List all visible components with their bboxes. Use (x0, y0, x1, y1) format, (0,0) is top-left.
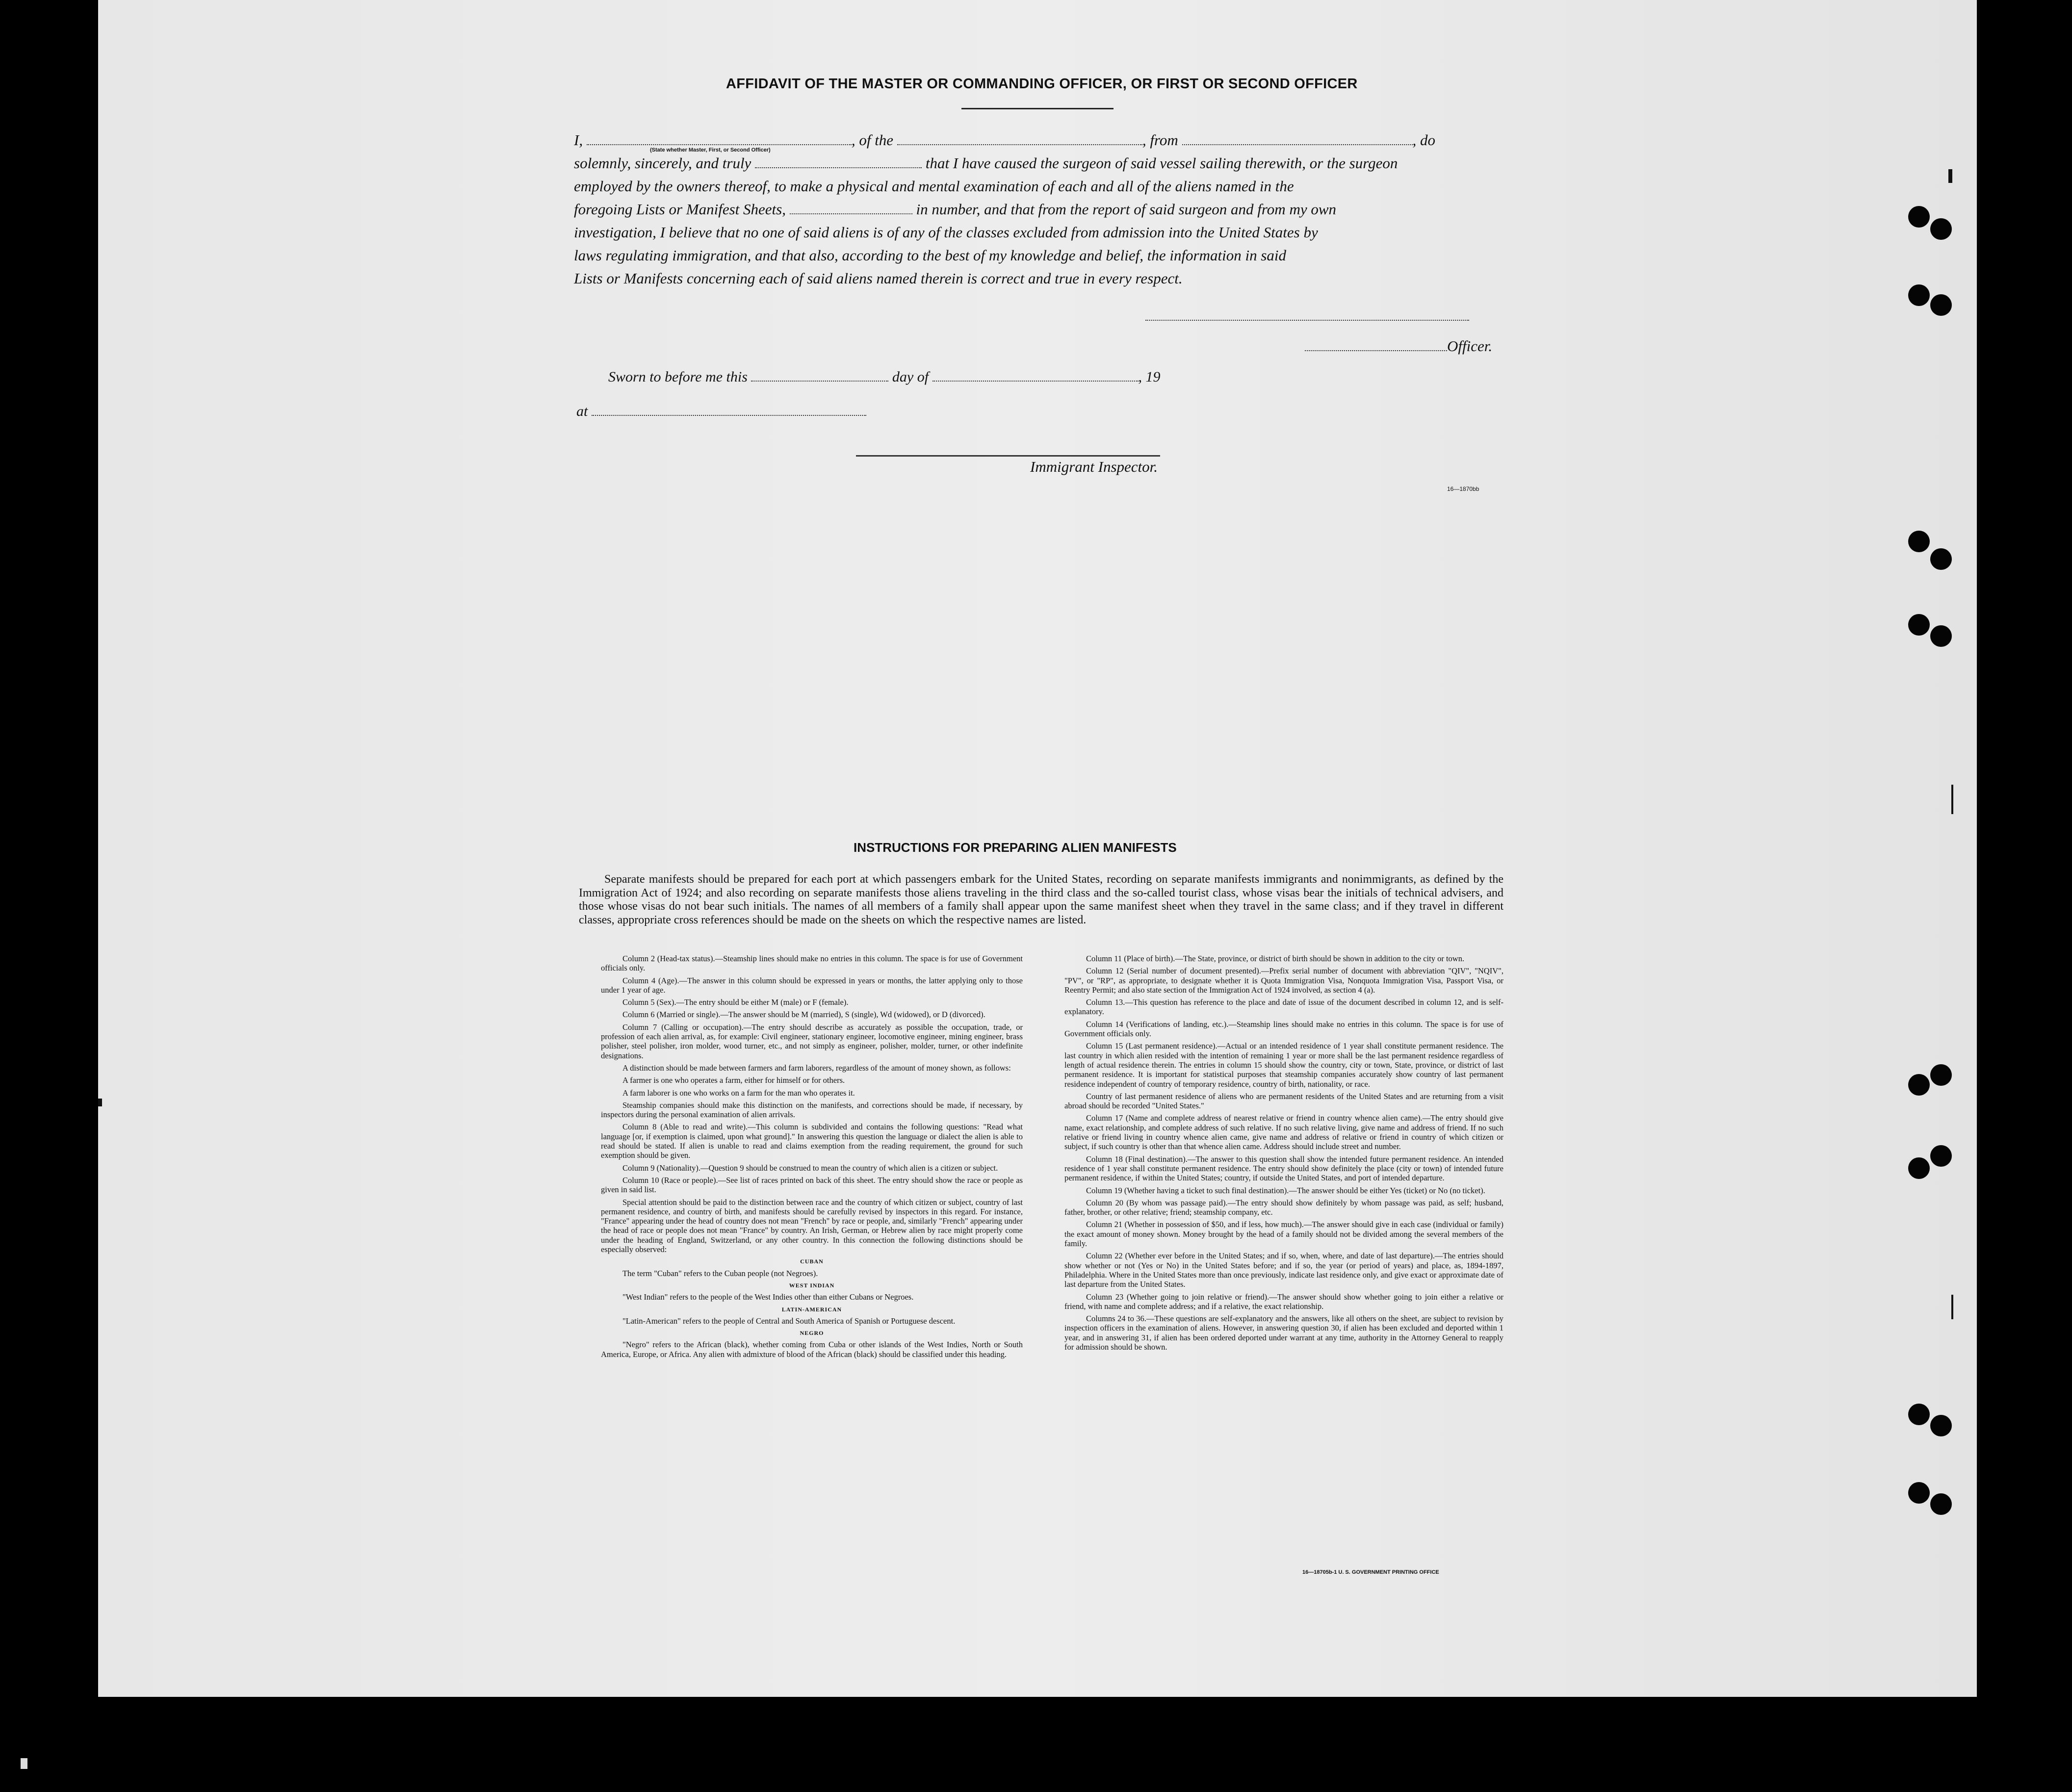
col9-paragraph: Column 9 (Nationality).—Question 9 should be construed to mean the country of which alien is a citizen or subject. (622, 1163, 998, 1173)
title-divider (961, 108, 1114, 109)
affidavit-i: I, (574, 131, 583, 149)
col23-paragraph: Column 23 (Whether going to join relative or friend).—The answer should show whether going to join either a relative or friend, with name and complete address; and if a relative, the exact relationship. (1064, 1292, 1503, 1311)
at-line (576, 402, 866, 420)
punch-hole (1930, 1145, 1952, 1167)
col18-paragraph: Column 18 (Final destination).—The answer to this question shall show the intended future permanent residence. An intended residence of 1 year shall constitute permanent residence. The entry should show definitely the place (city or town) of intended future permanent residence, if within the United States; country, if outside the United States, and port of intended departure. (1064, 1154, 1503, 1183)
race-distinction-paragraph: Special attention should be paid to the distinction between race and the country of which citizen or subject, country of last permanent residence, and country of birth, and manifests should be carefully revised by inspectors in this regard. For instance, "France" appearing under the head of country does not mean "French" by race or people, and, similarly "French" appearing under the head of race or people does not mean "France" by country. An Irish, German, or Hebrew alien by race might properly come under the heading of England, Switzerland, or any other country. In this connection the following distinctions should be especially observed: (601, 1197, 1023, 1254)
punch-hole (1930, 1415, 1952, 1436)
instructions-left-column (601, 954, 1023, 1362)
col19-paragraph: Column 19 (Whether having a ticket to such final destination).—The answer should be either Yes (ticket) or No (no ticket). (1086, 1185, 1485, 1195)
form-code: 16—1870bb (1447, 486, 1479, 492)
affidavit-line7: Lists or Manifests concerning each of said aliens named therein is correct and true in every respect. (574, 270, 1183, 287)
port-field[interactable] (1182, 131, 1413, 145)
col6-paragraph: Column 6 (Married or single).—The answer should be M (married), S (single), Wd (widowed), or D (divorced). (622, 1010, 985, 1020)
corner-mark (21, 1758, 27, 1769)
punch-hole (1908, 206, 1930, 228)
col17-paragraph: Column 17 (Name and complete address of nearest relative or friend in country whence alien came).—The entry should give name, exact relationship, and complete address of such relative. If no such relative living, give name and address of friend. If no such relative or friend living in country whence alien came, give name and address of relative or friend in country of which citizen or subject, if such country is other than that whence alien came. Address should include street and number. (1064, 1113, 1503, 1152)
punch-hole (1908, 614, 1930, 636)
corrections-paragraph: Steamship companies should make this distinction on the manifests, and corrections should be made, if necessary, by inspectors during the personal examination of alien arrivals. (601, 1100, 1023, 1120)
punch-hole (1908, 1074, 1930, 1096)
sworn-month-field[interactable] (932, 368, 1139, 382)
sworn-label: Sworn to before me this (608, 369, 748, 385)
punch-hole (1930, 548, 1952, 570)
affidavit-line3: employed by the owners thereof, to make a physical and mental examination of each and all of the aliens named in the (574, 178, 1294, 195)
officer-signature-field[interactable] (1305, 337, 1447, 351)
col12-paragraph: Column 12 (Serial number of document presented).—Prefix serial number of document with abbreviation "QIV", "NQIV", "PV", or "RP", as appropriate, to designate whether it is Quota Immigration Visa, Nonquota Immigration Visa, Passport Visa, or Reentry Permit; and also state section of the Immigration Act of 1924 involved, as section 4 (a). (1064, 966, 1503, 995)
day-of-label: day of (892, 369, 929, 385)
punch-hole (1930, 218, 1952, 240)
affidavit-line4b: in number, and that from the report of said surgeon and from my own (916, 201, 1337, 218)
edge-mark (1951, 1295, 1953, 1319)
punch-hole (1930, 1064, 1952, 1086)
punch-hole (1908, 1482, 1930, 1504)
punch-hole (1930, 625, 1952, 647)
sworn-line (608, 368, 1161, 385)
latin-american-heading: LATIN-AMERICAN (781, 1306, 842, 1313)
punch-hole (1930, 1493, 1952, 1515)
inspector-label: Immigrant Inspector. (1030, 458, 1158, 475)
farmer-distinction-paragraph: A distinction should be made between farmers and farm laborers, regardless of the amount of money shown, as follows: (622, 1063, 1011, 1073)
col13-paragraph: Column 13.—This question has reference to the place and date of issue of the document described in column 12, and is self-explanatory. (1064, 998, 1503, 1017)
col8-paragraph: Column 8 (Able to read and write).—This column is subdivided and contains the following questions: "Read what language [or, if exemption is claimed, upon what ground]." In answering this question the language or dialect the alien is able to read should be stated. If alien is unable to read and claims exemption from the reading requirement, the ground for such exemption should be given. (601, 1122, 1023, 1160)
west-indian-heading: WEST INDIAN (789, 1281, 835, 1289)
affidavit-line4a: foregoing Lists or Manifest Sheets, (574, 201, 786, 218)
sworn-day-field[interactable] (751, 368, 888, 382)
col2-paragraph: Column 2 (Head-tax status).—Steamship lines should make no entries in this column. The space is for use of Government officials only. (601, 954, 1023, 973)
col15-paragraph: Column 15 (Last permanent residence).—Actual or an intended residence of 1 year shall constitute permanent residence. The last country in which alien resided with the intention of remaining 1 year or more shall be the last permanent residence regardless of length of actual residence therein. The entries in column 15 should show the country, city or town, State, province, or district of last permanent residence. It is important for statistical purposes that steamship companies accurately show country of last permanent residence independent of country of temporary residence, country of birth, nationality, or race. (1064, 1041, 1503, 1089)
officer-signature-block (1305, 337, 1492, 355)
west-indian-paragraph: "West Indian" refers to the people of the West Indies other than either Cubans or Negroes. (622, 1292, 914, 1302)
affidavit-line6: laws regulating immigration, and that also, according to the best of my knowledge and belief, the information in said (574, 247, 1287, 264)
rank-hint: (State whether Master, First, or Second Officer) (650, 147, 771, 153)
affidavit-line5: investigation, I believe that no one of said aliens is of any of the classes excluded from admission into the United States by (574, 224, 1318, 241)
printing-office-code: 16—18705b-1 U. S. GOVERNMENT PRINTING OFFICE (1302, 1569, 1439, 1575)
vessel-name-field[interactable] (897, 131, 1142, 145)
col5-paragraph: Column 5 (Sex).—The entry should be either M (male) or F (female). (622, 998, 849, 1007)
inspector-signature-line[interactable] (856, 455, 1160, 457)
officer-label: Officer. (1447, 337, 1493, 355)
farmer-paragraph: A farmer is one who operates a farm, either for himself or for others. (622, 1075, 845, 1085)
cuban-heading: CUBAN (800, 1258, 824, 1265)
negro-heading: NEGRO (800, 1330, 824, 1337)
punch-hole (1908, 284, 1930, 306)
master-signature-line[interactable] (1145, 320, 1469, 321)
latin-american-paragraph: "Latin-American" refers to the people of Central and South America of Spanish or Portuguese descent. (622, 1316, 956, 1326)
officer-rank-field[interactable] (587, 131, 852, 145)
col21-paragraph: Column 21 (Whether in possession of $50, and if less, how much).—The answer should give in each case (individual or family) the exact amount of money shown. Money brought by the head of a family should not be divided among the several members of the family. (1064, 1220, 1503, 1249)
truly-field[interactable] (755, 154, 922, 168)
instructions-right-column (1064, 954, 1503, 1355)
cuban-paragraph: The term "Cuban" refers to the Cuban people (not Negroes). (622, 1268, 818, 1278)
negro-paragraph: "Negro" refers to the African (black), whether coming from Cuba or other islands of the West Indies, North or South America, Europe, or Africa. Any alien with admixture of blood of the African (black) should be classified under this heading. (601, 1340, 1023, 1359)
col7-paragraph: Column 7 (Calling or occupation).—The entry should describe as accurately as possible the occupation, trade, or profession of each alien arrival, as, for example: Civil engineer, stationary engineer, locomotive engineer, mining engineer, brass polisher, steel polisher, iron molder, wood turner, etc., and not simply as engineer, polisher, molder, turner, or other indefinite designations. (601, 1022, 1023, 1060)
farm-laborer-paragraph: A farm laborer is one who works on a farm for the man who operates it. (622, 1088, 855, 1098)
instructions-intro (579, 873, 1503, 927)
affidavit-from: , from (1142, 131, 1178, 149)
place-field[interactable] (592, 402, 866, 416)
intro-paragraph: Separate manifests should be prepared for each port at which passengers embark for the United States, recording on separate manifests immigrants and nonimmigrants, as defined by the Immigration Act of 1924; and also recording on separate manifests those aliens traveling in the third class and the so-called tourist class, whose visas bear the initials of technical advisers, and those whose visas do not bear such initials. The names of all members of a family shall appear upon the same manifest sheet when they travel in the same class; and if they travel in different classes, appropriate cross references should be made on the sheets on which the respective names are listed. (579, 873, 1503, 926)
affidavit-line2a: solemnly, sincerely, and truly (574, 154, 751, 172)
col10-paragraph: Column 10 (Race or people).—See list of races printed on back of this sheet. The entry should show the race or people as given in said list. (601, 1175, 1023, 1195)
punch-hole (1908, 1157, 1930, 1179)
at-label: at (576, 403, 588, 419)
col4-paragraph: Column 4 (Age).—The answer in this column should be expressed in years or months, the latter applying only to those under 1 year of age. (601, 975, 1023, 995)
instructions-title: INSTRUCTIONS FOR PREPARING ALIEN MANIFESTS (854, 840, 1177, 855)
edge-mark (1948, 169, 1952, 183)
punch-hole (1908, 531, 1930, 552)
col14-paragraph: Column 14 (Verifications of landing, etc.).—Steamship lines should make no entries in this column. The space is for use of Government officials only. (1064, 1019, 1503, 1039)
year-label: , 19 (1138, 369, 1161, 385)
affidavit-title: AFFIDAVIT OF THE MASTER OR COMMANDING OFFICER, OR FIRST OR SECOND OFFICER (726, 76, 1358, 92)
col22-paragraph: Column 22 (Whether ever before in the United States; and if so, when, where, and date of last departure).—The entries should show whether or not (Yes or No) in the United States before; and if so, the year (or period of years) and place, as, 1894-1897, Philadelphia. Where in the United States more than once previously, indicate last residence only, and give exact or approximate date of last departure from the United States. (1064, 1251, 1503, 1289)
edge-mark (98, 1099, 102, 1106)
col11-paragraph: Column 11 (Place of birth).—The State, province, or district of birth should be shown in addition to the city or town. (1086, 954, 1465, 963)
edge-mark (1951, 785, 1953, 814)
affidavit-of-the: , of the (851, 131, 894, 149)
col20-paragraph: Column 20 (By whom was passage paid).—The entry should show definitely by whom passage was paid, as self; husband, father, brother, or other relative; friend; steamship company, etc. (1064, 1198, 1503, 1217)
affidavit-do: , do (1412, 131, 1435, 149)
sheet-count-field[interactable] (790, 201, 912, 214)
punch-hole (1930, 294, 1952, 316)
affidavit-line2b: that I have caused the surgeon of said vessel sailing therewith, or the surgeon (925, 154, 1398, 172)
residence-paragraph: Country of last permanent residence of aliens who are permanent residents of the United States and are returning from a visit abroad should be recorded "United States." (1064, 1091, 1503, 1111)
punch-hole (1908, 1404, 1930, 1425)
col24-36-paragraph: Columns 24 to 36.—These questions are self-explanatory and the answers, like all others on the sheet, are subject to revision by inspection officers in the examination of aliens. However, in answering question 30, if alien has been excluded and deported within 1 year, and in answering 31, if alien has been ordered deported under warrant at any time, authority in the Attorney General to reapply for admission should be shown. (1064, 1314, 1503, 1352)
